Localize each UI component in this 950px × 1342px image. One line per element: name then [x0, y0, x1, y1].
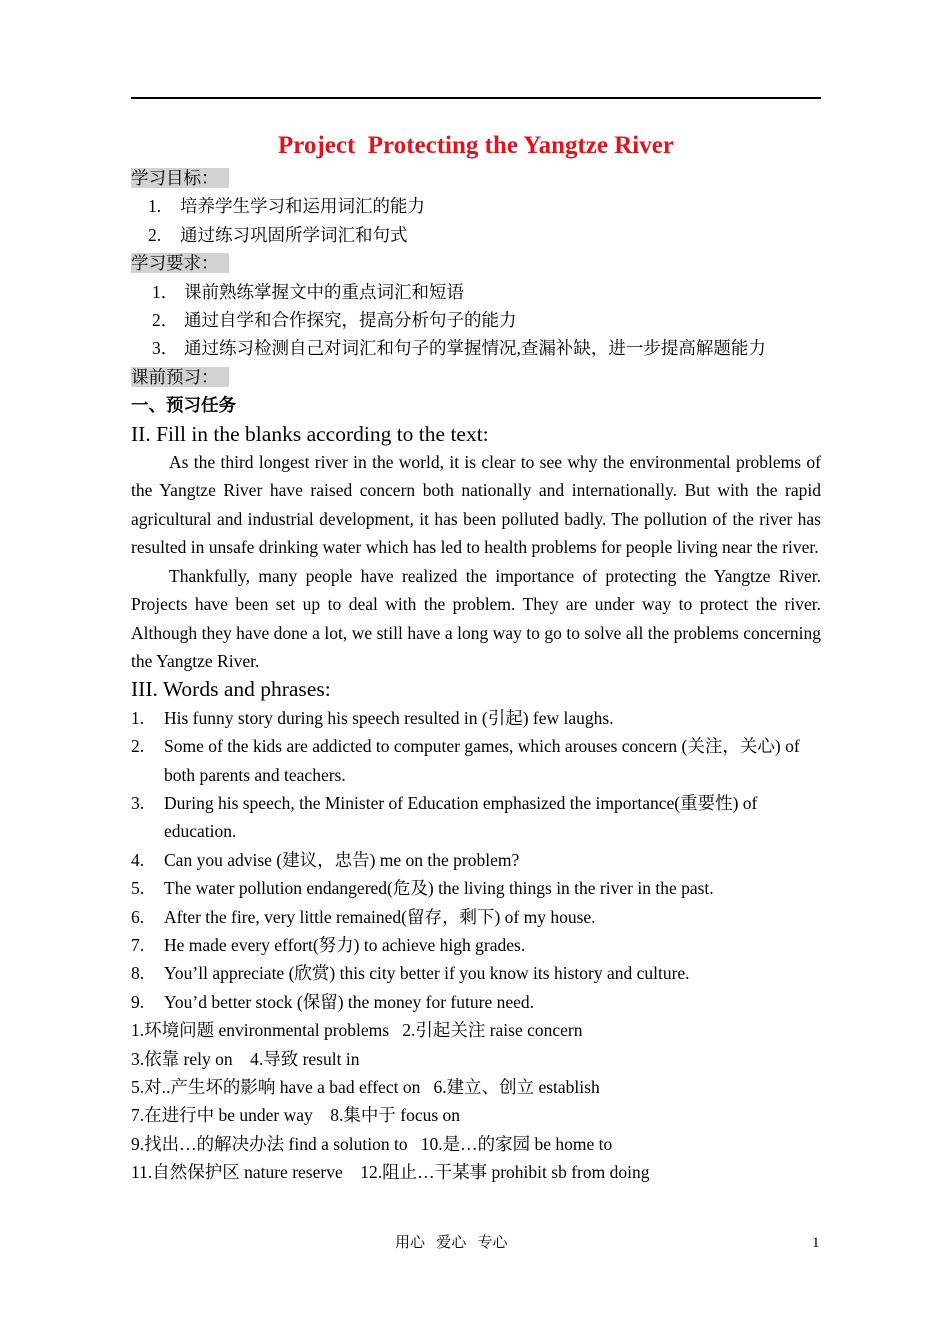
phrase-line: 9.找出…的解决办法 find a solution to 10.是…的家园 be home to [131, 1133, 613, 1154]
passage-paragraph: Thankfully, many people have realized the importance of protecting the Yangtze River. Projects have been set up to deal with the problem. They are under way to protect the river. Although they have done a lot, we still have a long way to go to solve all the problems concerning the Yangtze River. [131, 565, 821, 671]
requirements-label: 学习要求： [131, 253, 229, 273]
footer-motto: 用心 爱心 专心 [395, 1235, 508, 1251]
requirement-item: 1． 课前熟练掌握文中的重点词汇和短语 [152, 281, 464, 302]
requirement-item: 2． 通过自学和合作探究，提高分析句子的能力 [152, 310, 517, 331]
requirement-item: 3． 通过练习检测自己对词汇和句子的掌握情况,查漏补缺，进一步提高解题能力 [152, 338, 766, 359]
requirements-section [131, 249, 821, 277]
list-item: 5. The water pollution endangered(危及) the living things in the river in the past. [131, 878, 714, 899]
preview-section [131, 363, 821, 391]
header-rule [131, 97, 821, 99]
list-item: 4. Can you advise (建议，忠告) me on the problem? [131, 849, 520, 870]
list-item: 6. After the fire, very little remained(留存，剩下) of my house. [131, 906, 596, 927]
phrase-line: 7.在进行中 be under way 8.集中于 focus on [131, 1105, 461, 1126]
section-heading: III. Words and phrases: [131, 677, 331, 702]
objective-item: 2. 通过练习巩固所学词汇和句式 [148, 224, 408, 245]
phrase-line: 11.自然保护区 nature reserve 12.阻止…干某事 prohibit sb from doing [131, 1162, 650, 1183]
passage-paragraph: As the third longest river in the world, it is clear to see why the environmental problems of the Yangtze River have raised concern both nationally and internationally. But with the rapid agricultural and industrial development, it has been polluted badly. The pollution of the river has resulted in unsafe drinking water which has led to health problems for people living near the river. [131, 452, 821, 558]
section-heading: II. Fill in the blanks according to the text: [131, 421, 489, 446]
list-item: 2. Some of the kids are addicted to computer games, which arouses concern (关注，关心) of both parents and teachers. [131, 736, 800, 785]
list-item: 9. You’d better stock (保留) the money for future need. [131, 991, 535, 1012]
list-item: 8. You’ll appreciate (欣赏) this city better if you know its history and culture. [131, 963, 690, 984]
phrase-line: 5.对..产生坏的影响 have a bad effect on 6.建立、创立 establish [131, 1077, 600, 1097]
list-item: 3. During his speech, the Minister of Education emphasized the importance(重要性) of education. [131, 792, 758, 842]
document-title: Project Protecting the Yangtze River [278, 132, 674, 159]
objectives-section [131, 164, 821, 192]
objectives-label: 学习目标： [131, 168, 229, 188]
document-body [131, 130, 821, 1187]
task-heading: 一、预习任务 [131, 395, 236, 416]
page-number: 1 [812, 1235, 820, 1251]
list-item: 1. His funny story during his speech resulted in (引起) few laughs. [131, 707, 614, 728]
preview-label: 课前预习： [131, 367, 229, 387]
phrase-line: 1.环境问题 environmental problems 2.引起关注 raise concern [131, 1020, 583, 1041]
list-item: 7. He made every effort(努力) to achieve high grades. [131, 934, 526, 955]
objective-item: 1. 培养学生学习和运用词汇的能力 [148, 196, 425, 217]
phrase-line: 3.依靠 rely on 4.导致 result in [131, 1048, 360, 1069]
